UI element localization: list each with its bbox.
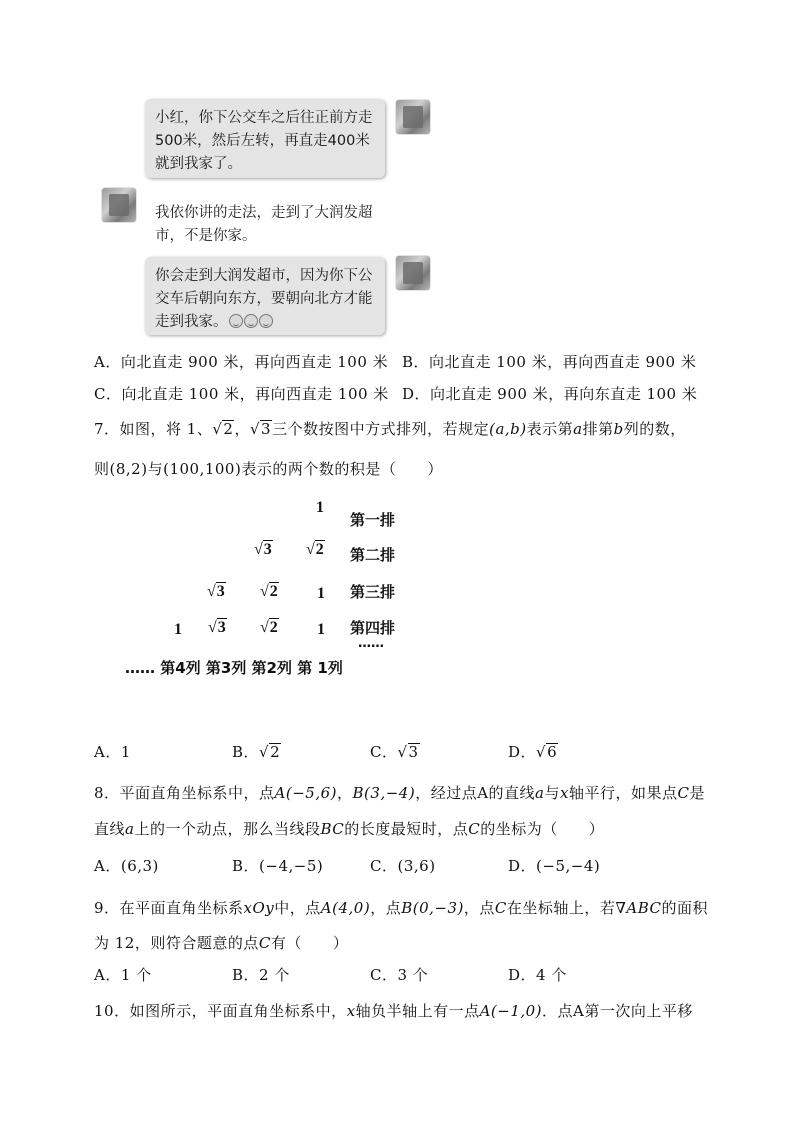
tri-r1-c1: 1: [316, 499, 324, 516]
q8-stem-line1: 8．平面直角坐标系中，点A(−5,6)，B(3,−4)，经过点A的直线a与x轴平行，如果点C是: [94, 784, 705, 802]
laugh-emoji-icon: [229, 314, 243, 328]
q8-option-b: B．(−4,−5): [232, 857, 324, 875]
q6-option-a: A．向北直走 900 米，再向西直走 100 米: [94, 353, 389, 371]
column-footer: …… 第4列 第3列 第2列 第 1列: [125, 659, 343, 677]
tri-r4-c4: 1: [174, 621, 182, 638]
row-label-1: 第一排: [350, 511, 396, 529]
row-label-3: 第三排: [350, 583, 396, 601]
row-dots: ……: [358, 636, 384, 651]
tri-r3-c1: 1: [317, 585, 325, 602]
laugh-emoji-icon: [244, 314, 258, 328]
q6-option-b: B．向北直走 100 米，再向西直走 900 米: [402, 353, 697, 371]
q7-stem-line2: 则(8,2)与(100,100)表示的两个数的积是（ ）: [94, 460, 443, 478]
chat-bubble-1: [145, 99, 385, 178]
chat-text: 走到我家。: [155, 314, 228, 330]
chat-bubble-2: [145, 194, 390, 248]
sqrt-2: √2: [212, 420, 234, 438]
tri-r2-c2: √3: [254, 541, 272, 558]
q6-option-d: D．向北直走 900 米，再向东直走 100 米: [402, 385, 698, 403]
q7-option-c: C．√3: [370, 743, 419, 761]
chat-text: 500米，然后左转，再直走400米: [155, 133, 370, 149]
q6-option-c: C．向北直走 100 米，再向西直走 100 米: [94, 385, 389, 403]
row-label-4: 第四排: [350, 619, 396, 637]
q7-option-d: D．√6: [508, 743, 558, 761]
q9-stem-line1: 9．在平面直角坐标系xOy中，点A(4,0)，点B(0,−3)，点C在坐标轴上，若∇ABC的面积: [94, 899, 708, 917]
q8-option-d: D．(−5,−4): [508, 857, 601, 875]
q8-option-a: A．(6,3): [94, 857, 159, 875]
q8-option-c: C．(3,6): [370, 857, 436, 875]
q7-stem-line1: 7．如图，将 1、√2，√3三个数按图中方式排列，若规定(a,b)表示第a排第b列的数，: [94, 420, 686, 438]
chat-text: 小红，你下公交车之后往正前方走: [155, 110, 373, 126]
row-label-2: 第二排: [350, 546, 396, 564]
q9-stem-line2: 为 12，则符合题意的点C有（ ）: [94, 934, 349, 952]
avatar: [102, 188, 136, 222]
tri-r3-c2: √2: [260, 583, 278, 600]
tri-r4-c2: √2: [260, 619, 278, 636]
q9-option-a: A．1 个: [94, 966, 152, 984]
q10-stem-line1: 10．如图所示，平面直角坐标系中，x轴负半轴上有一点A(−1,0)．点A第一次向上平移: [94, 1002, 693, 1020]
q9-option-b: B．2 个: [232, 966, 290, 984]
chat-text: 交车后朝向东方，要朝向北方才能: [155, 291, 373, 307]
q9-option-d: D．4 个: [508, 966, 567, 984]
tri-r3-c3: √3: [207, 583, 225, 600]
chat-text: 我依你讲的走法，走到了大润发超: [155, 205, 373, 221]
chat-text: 就到我家了。: [155, 156, 242, 172]
chat-text: 市，不是你家。: [155, 228, 257, 244]
q7-option-a: A．1: [94, 743, 131, 761]
sqrt-3: √3: [249, 420, 272, 438]
tri-r4-c1: 1: [317, 621, 325, 638]
chat-bubble-3: [145, 257, 385, 335]
laugh-emoji-icon: [259, 314, 273, 328]
avatar: [396, 100, 430, 134]
q9-option-c: C．3 个: [370, 966, 429, 984]
q8-stem-line2: 直线a上的一个动点，那么当线段BC的长度最短时，点C的坐标为（ ）: [94, 820, 605, 838]
tri-r2-c1: √2: [306, 541, 324, 558]
q7-option-b: B．√2: [232, 743, 281, 761]
chat-text: 你会走到大润发超市，因为你下公: [155, 268, 373, 284]
tri-r4-c3: √3: [208, 619, 226, 636]
avatar: [396, 256, 430, 290]
